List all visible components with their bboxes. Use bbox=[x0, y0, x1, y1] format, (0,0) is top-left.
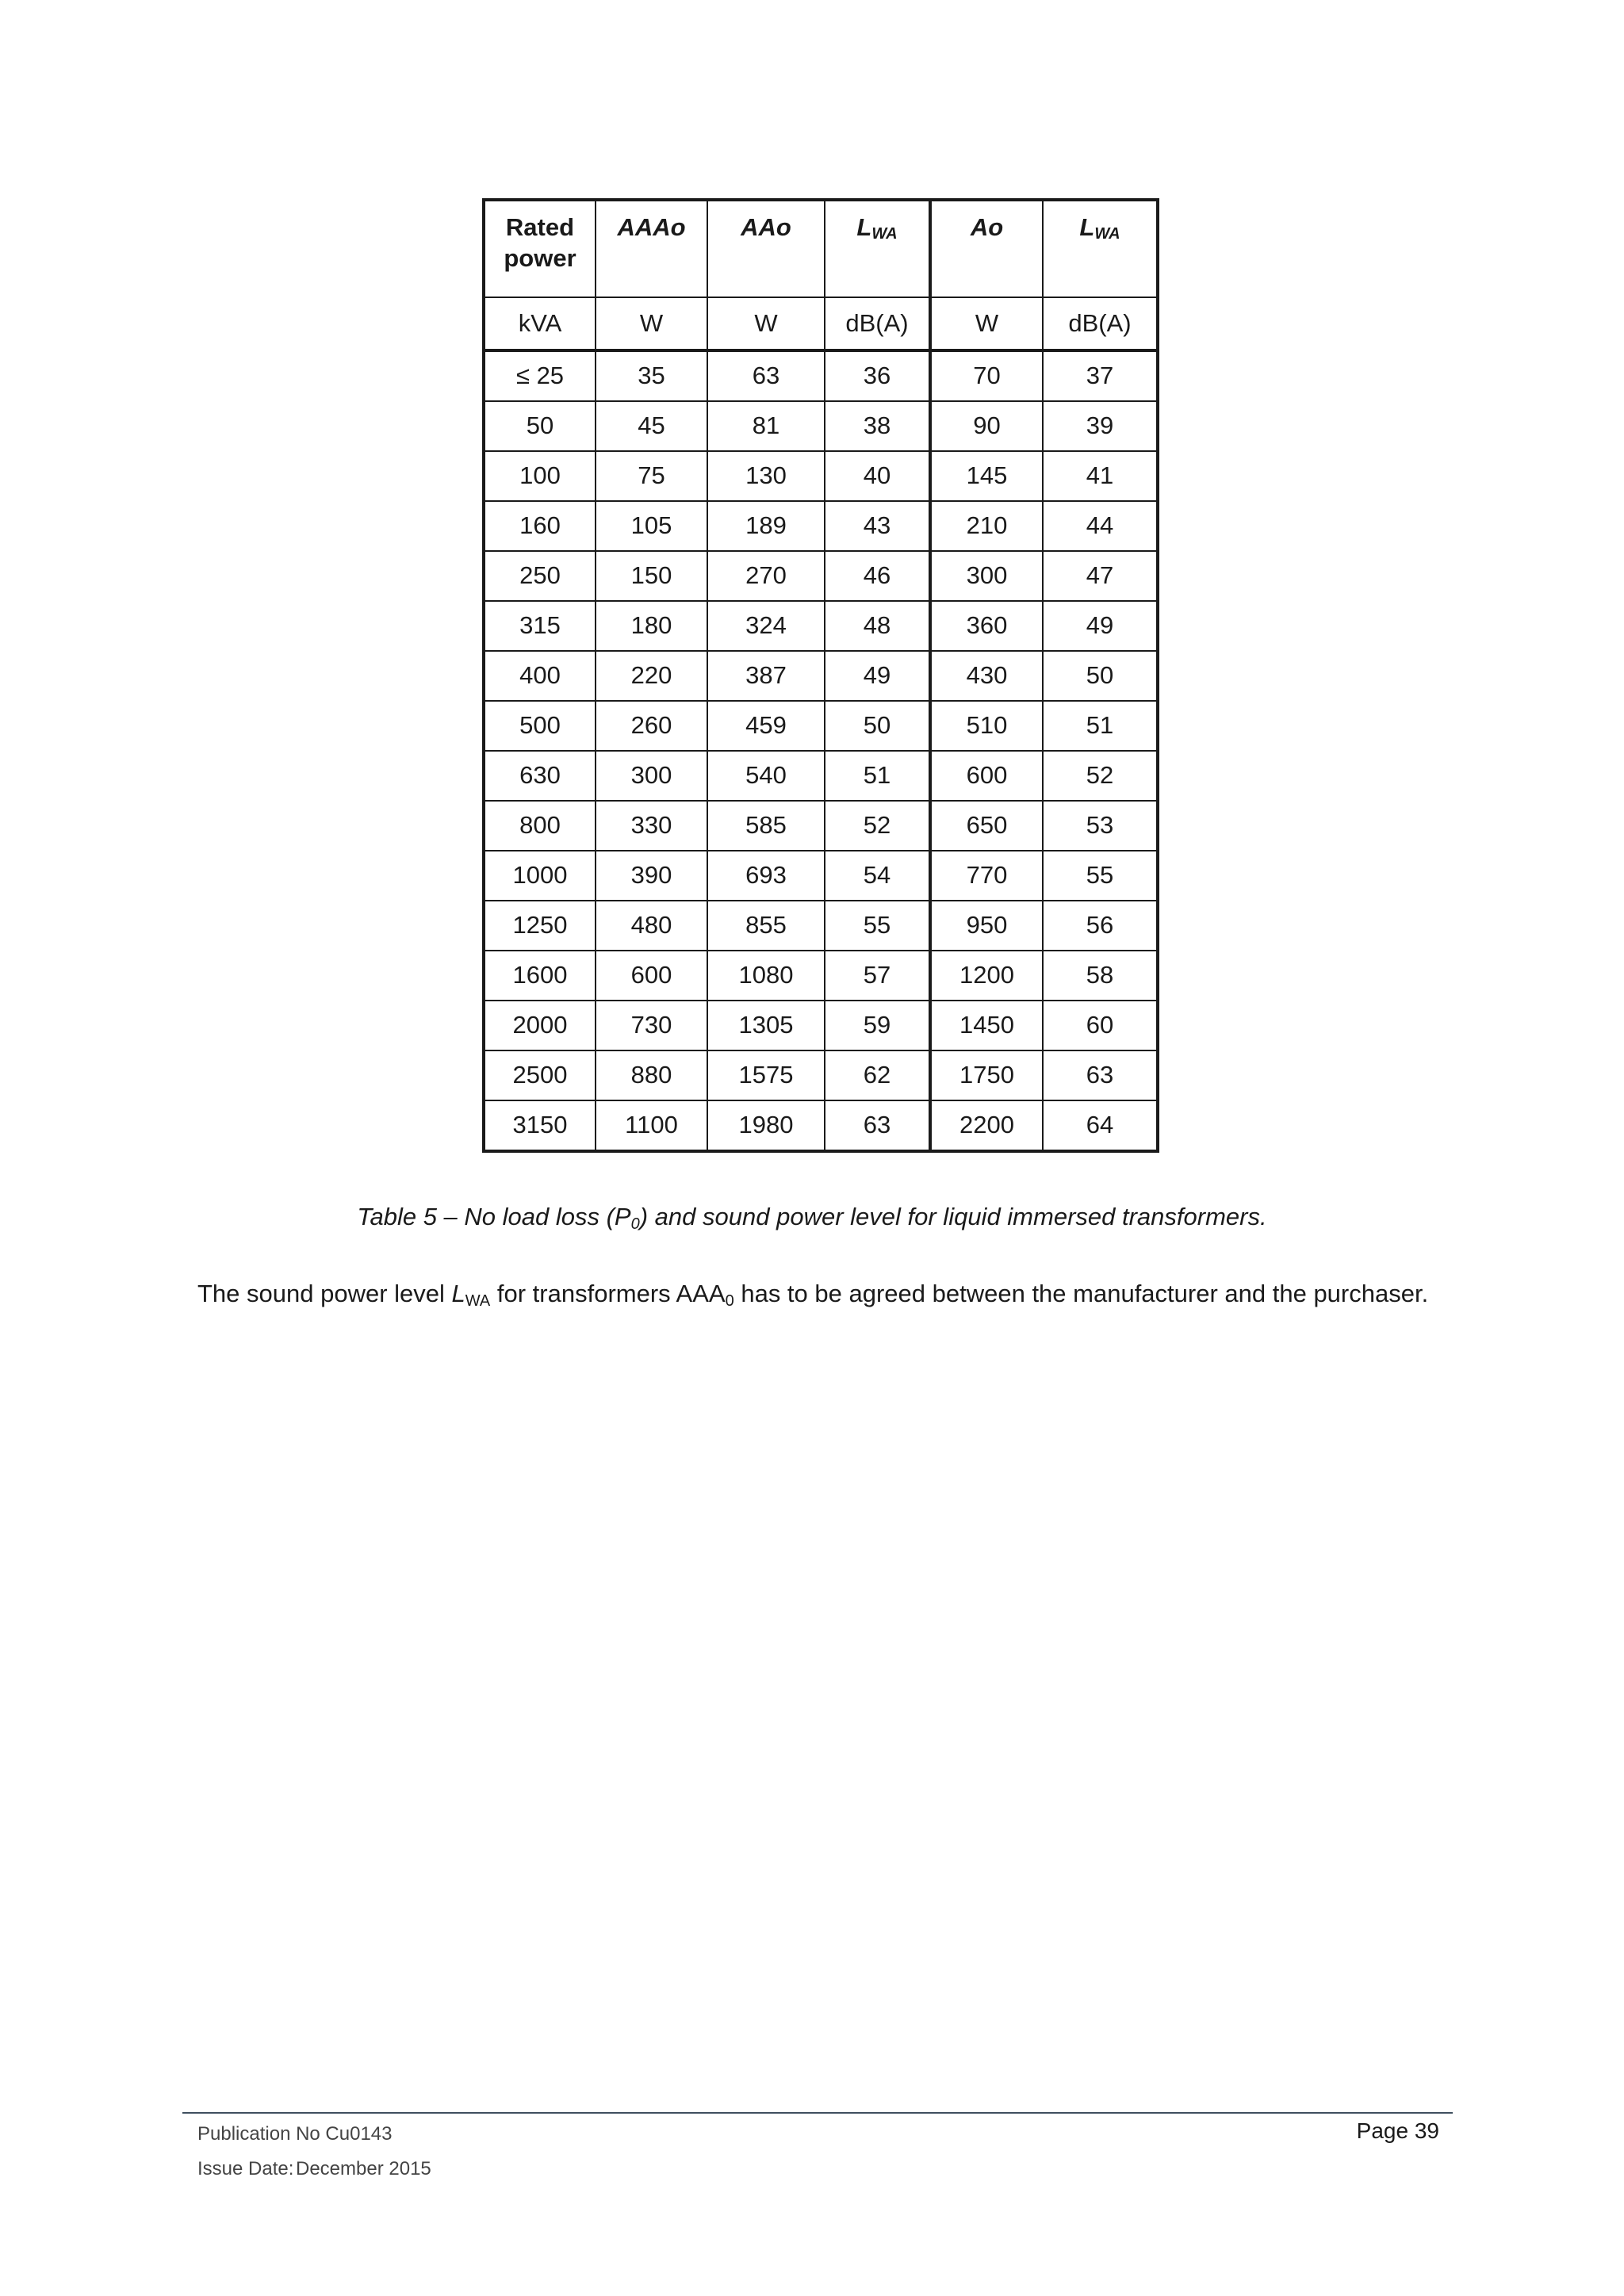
table-cell: 150 bbox=[596, 551, 707, 601]
table-cell: 39 bbox=[1043, 401, 1158, 451]
table-row bbox=[484, 501, 1158, 551]
table-cell: 540 bbox=[707, 751, 825, 801]
issue-date-label: Issue Date: bbox=[197, 2158, 294, 2179]
loss-table bbox=[482, 198, 1159, 1153]
page-number: Page 39 bbox=[1356, 2118, 1439, 2143]
table-cell: 37 bbox=[1043, 350, 1158, 401]
table-cell: 855 bbox=[707, 901, 825, 951]
table-cell: 1200 bbox=[930, 951, 1043, 1001]
table-cell: 693 bbox=[707, 851, 825, 901]
table-caption: Table 5 – No load loss $(P_0)$ and sound power level for liquid immersed transformers. bbox=[357, 1203, 1267, 1233]
table-row bbox=[484, 1050, 1158, 1100]
table-cell: 600 bbox=[930, 751, 1043, 801]
footer-issue-date bbox=[197, 2158, 431, 2180]
table-cell: 270 bbox=[707, 551, 825, 601]
table-cell: 770 bbox=[930, 851, 1043, 901]
table-cell: 260 bbox=[596, 701, 707, 751]
table-cell: 43 bbox=[825, 501, 930, 551]
table-cell: 63 bbox=[825, 1100, 930, 1151]
table-cell: 459 bbox=[707, 701, 825, 751]
table-cell: 180 bbox=[596, 601, 707, 651]
header-lwa-1: LWA bbox=[825, 200, 930, 297]
table-row bbox=[484, 901, 1158, 951]
table-cell: 189 bbox=[707, 501, 825, 551]
table-cell: 1305 bbox=[707, 1001, 825, 1050]
table-cell: 730 bbox=[596, 1001, 707, 1050]
table-cell: 3150 bbox=[484, 1100, 596, 1151]
table-cell: 510 bbox=[930, 701, 1043, 751]
table-row bbox=[484, 801, 1158, 851]
table-cell: 430 bbox=[930, 651, 1043, 701]
table-cell: 400 bbox=[484, 651, 596, 701]
table-cell: 650 bbox=[930, 801, 1043, 851]
table-cell: 50 bbox=[1043, 651, 1158, 701]
table-cell: 880 bbox=[596, 1050, 707, 1100]
table-cell: 45 bbox=[596, 401, 707, 451]
table-cell: 57 bbox=[825, 951, 930, 1001]
table-cell: 1980 bbox=[707, 1100, 825, 1151]
table-cell: 56 bbox=[1043, 901, 1158, 951]
table-cell: 300 bbox=[596, 751, 707, 801]
table-cell: 75 bbox=[596, 451, 707, 501]
unit-cell: dB(A) bbox=[825, 297, 930, 350]
table-cell: ≤ 25 bbox=[484, 350, 596, 401]
unit-cell: W bbox=[596, 297, 707, 350]
table-cell: 950 bbox=[930, 901, 1043, 951]
table-cell: 1100 bbox=[596, 1100, 707, 1151]
table-cell: 1080 bbox=[707, 951, 825, 1001]
table-cell: 90 bbox=[930, 401, 1043, 451]
issue-date-value: December 2015 bbox=[296, 2158, 431, 2179]
table-cell: 585 bbox=[707, 801, 825, 851]
header-ao: Ao bbox=[930, 200, 1043, 297]
table-cell: 53 bbox=[1043, 801, 1158, 851]
table-body bbox=[484, 350, 1158, 1151]
table-cell: 81 bbox=[707, 401, 825, 451]
table-cell: 1450 bbox=[930, 1001, 1043, 1050]
table-cell: 324 bbox=[707, 601, 825, 651]
table-cell: 60 bbox=[1043, 1001, 1158, 1050]
table-cell: 47 bbox=[1043, 551, 1158, 601]
table-cell: 630 bbox=[484, 751, 596, 801]
table-cell: 51 bbox=[1043, 701, 1158, 751]
table-cell: 52 bbox=[1043, 751, 1158, 801]
table-row bbox=[484, 601, 1158, 651]
table-cell: 63 bbox=[1043, 1050, 1158, 1100]
unit-cell: dB(A) bbox=[1043, 297, 1158, 350]
table-row bbox=[484, 451, 1158, 501]
table-cell: 51 bbox=[825, 751, 930, 801]
unit-cell: kVA bbox=[484, 297, 596, 350]
table-cell: 35 bbox=[596, 350, 707, 401]
table-cell: 2200 bbox=[930, 1100, 1043, 1151]
table-row bbox=[484, 701, 1158, 751]
table-row bbox=[484, 551, 1158, 601]
table-cell: 2500 bbox=[484, 1050, 596, 1100]
table-cell: 49 bbox=[825, 651, 930, 701]
table-cell: 600 bbox=[596, 951, 707, 1001]
table-cell: 54 bbox=[825, 851, 930, 901]
table-cell: 55 bbox=[825, 901, 930, 951]
table-row bbox=[484, 751, 1158, 801]
table-cell: 62 bbox=[825, 1050, 930, 1100]
table-cell: 800 bbox=[484, 801, 596, 851]
table-header-row bbox=[484, 200, 1158, 297]
table-row bbox=[484, 651, 1158, 701]
table-cell: 360 bbox=[930, 601, 1043, 651]
table-cell: 48 bbox=[825, 601, 930, 651]
table-cell: 220 bbox=[596, 651, 707, 701]
header-aao: AAo bbox=[707, 200, 825, 297]
table-cell: 480 bbox=[596, 901, 707, 951]
table-row bbox=[484, 350, 1158, 401]
table-row bbox=[484, 951, 1158, 1001]
table-cell: 145 bbox=[930, 451, 1043, 501]
table-row bbox=[484, 1001, 1158, 1050]
table-cell: 44 bbox=[1043, 501, 1158, 551]
table-cell: 38 bbox=[825, 401, 930, 451]
table-cell: 49 bbox=[1043, 601, 1158, 651]
table-cell: 50 bbox=[825, 701, 930, 751]
table-cell: 64 bbox=[1043, 1100, 1158, 1151]
table-cell: 315 bbox=[484, 601, 596, 651]
table-cell: 2000 bbox=[484, 1001, 596, 1050]
table-cell: 1250 bbox=[484, 901, 596, 951]
body-paragraph: The sound power level $L_{WA}$ for transformers $AAA_0$ has to be agreed between the manufacturer and the purchaser. bbox=[197, 1280, 1429, 1310]
table-cell: 300 bbox=[930, 551, 1043, 601]
table-cell: 160 bbox=[484, 501, 596, 551]
table-cell: 58 bbox=[1043, 951, 1158, 1001]
table-cell: 55 bbox=[1043, 851, 1158, 901]
table-cell: 500 bbox=[484, 701, 596, 751]
table-cell: 1750 bbox=[930, 1050, 1043, 1100]
table-row bbox=[484, 1100, 1158, 1151]
header-rated-power: Rated power bbox=[484, 200, 596, 297]
table-row bbox=[484, 401, 1158, 451]
table-row bbox=[484, 851, 1158, 901]
unit-cell: W bbox=[707, 297, 825, 350]
table-cell: 1575 bbox=[707, 1050, 825, 1100]
table-cell: 46 bbox=[825, 551, 930, 601]
table-cell: 40 bbox=[825, 451, 930, 501]
table-cell: 390 bbox=[596, 851, 707, 901]
table-cell: 1000 bbox=[484, 851, 596, 901]
table-cell: 52 bbox=[825, 801, 930, 851]
table-cell: 59 bbox=[825, 1001, 930, 1050]
table-cell: 105 bbox=[596, 501, 707, 551]
footer-publication: Publication No Cu0143 bbox=[197, 2123, 393, 2145]
table-cell: 36 bbox=[825, 350, 930, 401]
unit-cell: W bbox=[930, 297, 1043, 350]
table-unit-row bbox=[484, 297, 1158, 350]
table-cell: 63 bbox=[707, 350, 825, 401]
table-cell: 330 bbox=[596, 801, 707, 851]
table-cell: 50 bbox=[484, 401, 596, 451]
table-cell: 210 bbox=[930, 501, 1043, 551]
header-lwa-2: LWA bbox=[1043, 200, 1158, 297]
table-cell: 41 bbox=[1043, 451, 1158, 501]
table-cell: 70 bbox=[930, 350, 1043, 401]
header-aaao: AAAo bbox=[596, 200, 707, 297]
table-cell: 1600 bbox=[484, 951, 596, 1001]
table-cell: 387 bbox=[707, 651, 825, 701]
table-cell: 130 bbox=[707, 451, 825, 501]
table-cell: 250 bbox=[484, 551, 596, 601]
table-cell: 100 bbox=[484, 451, 596, 501]
footer-divider bbox=[182, 2112, 1453, 2114]
